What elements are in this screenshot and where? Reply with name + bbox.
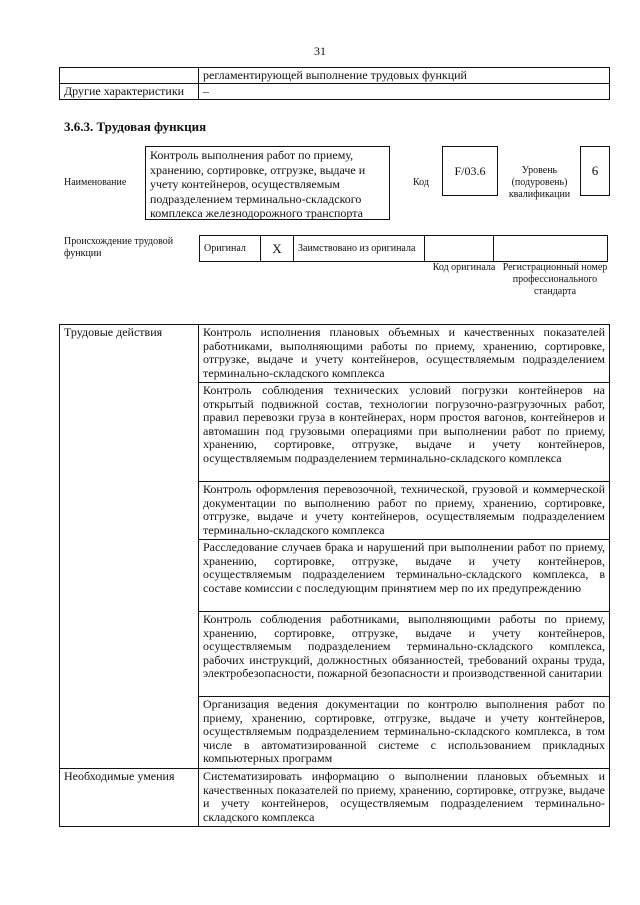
original-mark: X <box>261 236 294 262</box>
labor-action-item: Контроль соблюдения работниками, выполняющими работы по приему, хранению, сортировке, отгрузке, выдаче и учету контейнеров, осуществляемым подразделением терминально-складского комплекса, рабочих инструкций, должностных обязанностей, требований охраны труда, электробезопасности, пожарной безопасности и производственной санитарии <box>199 612 610 697</box>
labor-action-item: Расследование случаев брака и нарушений при выполнении работ по приему, хранению, сортировке, отгрузке, выдаче и учету контейнеров, осуществляемым подразделением терминально-складского комплекса, в составе комиссии с последующим принятием мер по их предупреждению <box>199 540 610 612</box>
other-characteristics-value: – <box>199 84 610 100</box>
empty-cell <box>60 68 199 84</box>
origin-label: Происхождение трудовой функции <box>64 236 174 259</box>
function-name: Контроль выполнения работ по приему, хранению, сортировке, отгрузке, выдаче и учету контейнеров, осуществляемым подразделением терминально-складского комплекса железнодорожного транспорта <box>145 146 390 220</box>
qualification-level-value: 6 <box>580 146 610 196</box>
name-label: Наименование <box>64 177 127 188</box>
function-code: F/03.6 <box>442 146 498 196</box>
table-row <box>60 325 610 383</box>
labor-action-item: Организация ведения документации по контролю выполнения работ по приему, хранению, сортировке, отгрузке, выдаче и учету контейнеров, осуществляемым подразделением терминально-складского комплекса, в том числе в автоматизированной системе с использованием прикладных компьютерных программ <box>199 697 610 769</box>
borrowed-label: Заимствовано из оригинала <box>294 236 425 262</box>
labor-function-table <box>59 324 610 827</box>
section-heading: 3.6.3. Трудовая функция <box>64 119 207 134</box>
origin-table <box>199 235 608 262</box>
page-number: 31 <box>314 44 326 58</box>
labor-actions-label: Трудовые действия <box>60 325 199 769</box>
labor-action-item: Контроль исполнения плановых объемных и качественных показателей работниками, выполняющими работы по приему, хранению, сортировке, отгрузке, выдаче и учету контейнеров, осуществляемым подразделением терминально-складского комплекса <box>199 325 610 383</box>
original-code-caption: Код оригинала <box>432 262 496 273</box>
qualification-level-label: Уровень (подуровень) квалификации <box>508 165 571 200</box>
continuation-text: регламентирующей выполнение трудовых функций <box>199 68 610 84</box>
skills-label: Необходимые умения <box>60 769 199 827</box>
original-code-cell <box>425 236 494 262</box>
code-label: Код <box>413 177 429 188</box>
original-label: Оригинал <box>200 236 261 262</box>
table-row <box>60 769 610 827</box>
other-characteristics-label: Другие характеристики <box>60 84 199 100</box>
continuation-table <box>59 67 610 100</box>
reg-number-cell <box>494 236 608 262</box>
labor-action-item: Контроль соблюдения технических условий погрузки контейнеров на открытый подвижной состав, технологии погрузочно-разгрузочных работ, правил перевозки груза в контейнерах, норм простоя вагонов, контейнеров и автомашин под грузовыми операциями при выполнении работ по приему, хранению, сортировке, отгрузке, выдаче и учету контейнеров, осуществляемым подразделением терминально-складского комплекса <box>199 383 610 482</box>
reg-number-caption: Регистрационный номер профессионального стандарта <box>502 262 608 297</box>
skill-item: Систематизировать информацию о выполнении плановых объемных и качественных показателей по приему, хранению, сортировке, отгрузке, выдаче и учету контейнеров, осуществляемым подразделением терминально-складского комплекса <box>199 769 610 827</box>
labor-action-item: Контроль оформления перевозочной, технической, грузовой и коммерческой документации по выполнению работ по приему, хранению, сортировке, отгрузке, выдаче и учету контейнеров, осуществляемым подразделением терминально-складского комплекса <box>199 482 610 540</box>
